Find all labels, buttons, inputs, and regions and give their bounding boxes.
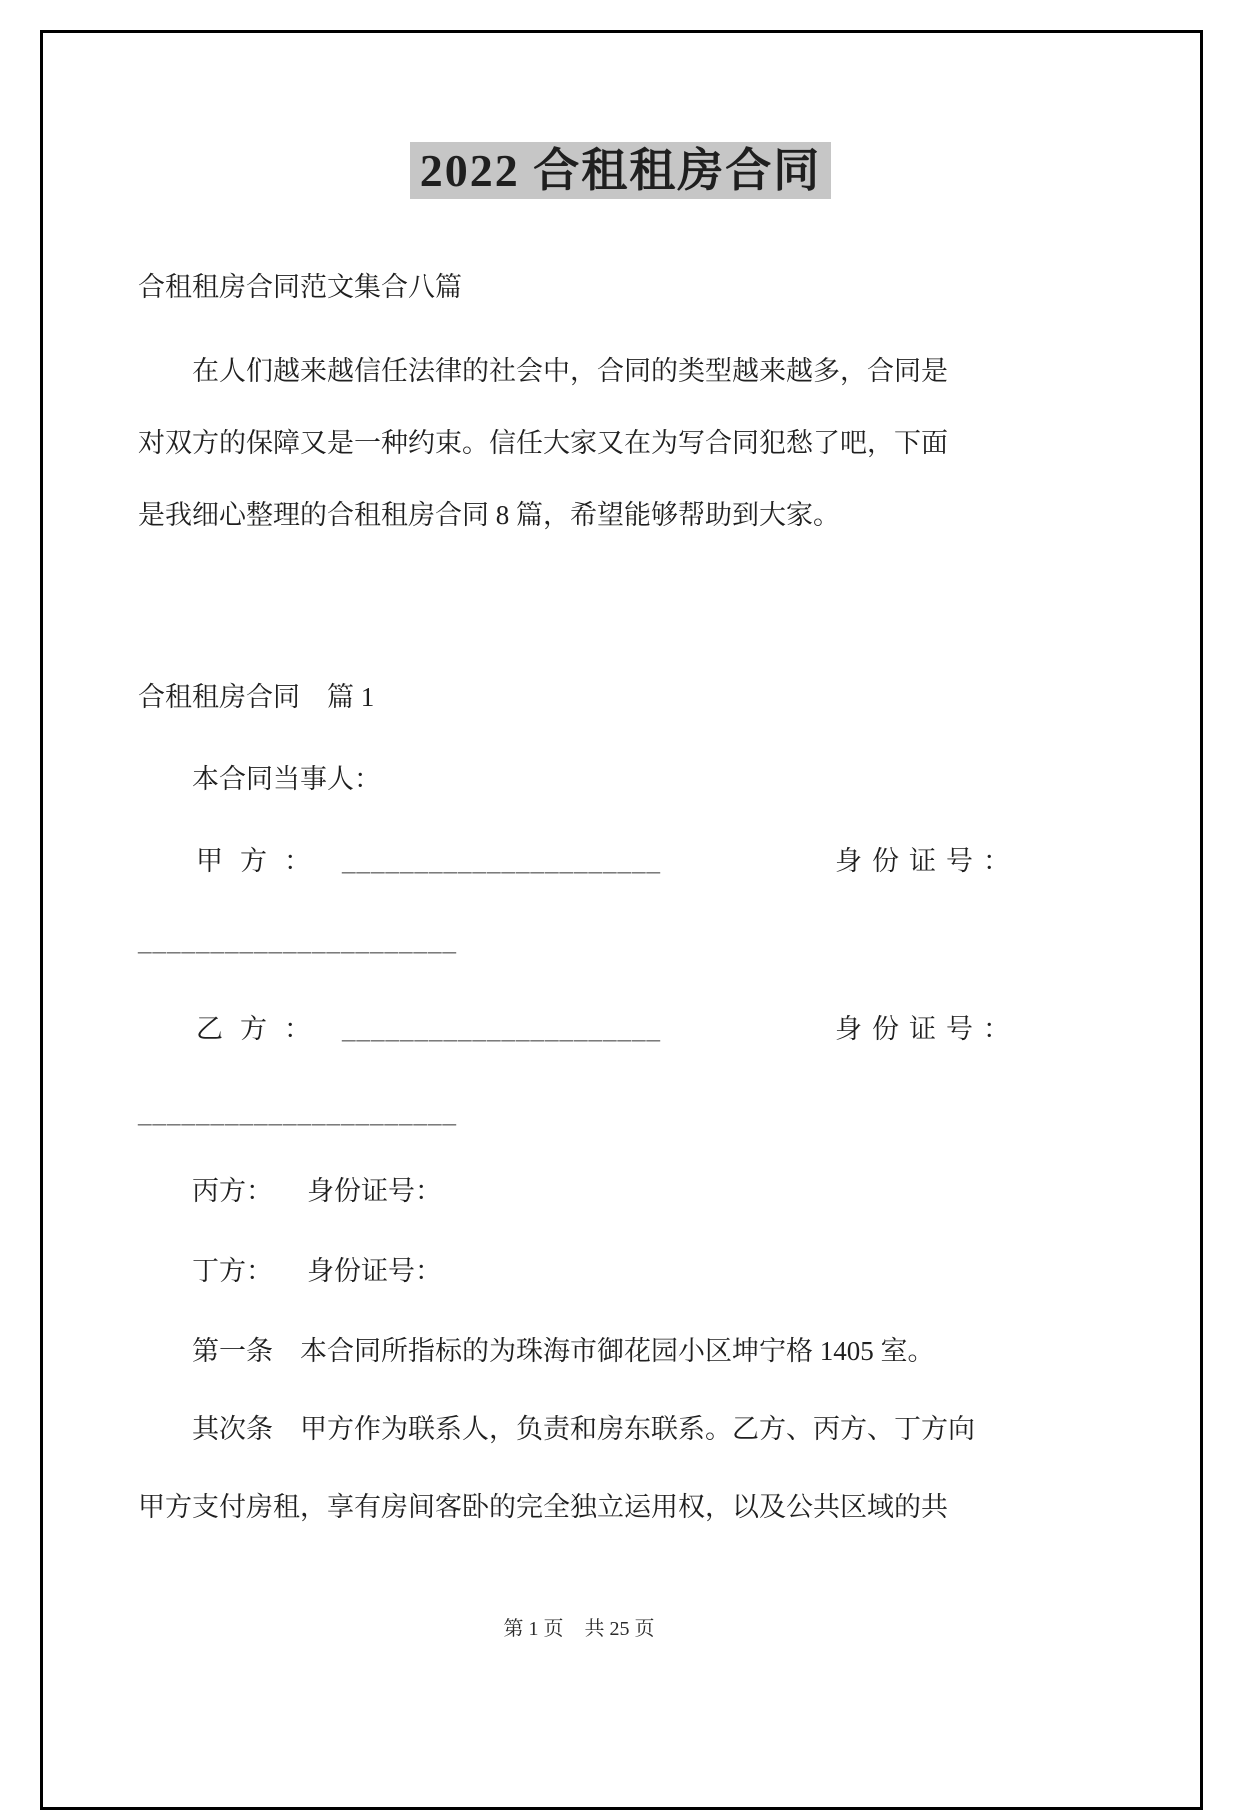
footer-current-page: 第 1 页 [503, 1618, 564, 1640]
party-a-id-blank: ______________________ [138, 926, 457, 956]
party-d-id-label: 身份证号： [307, 1256, 442, 1286]
party-b-id-blank: ______________________ [138, 1098, 457, 1128]
preamble-line-1: 在人们越来越信任法律的社会中，合同的类型越来越多，合同是 [192, 356, 948, 386]
party-a-name-blank: ______________________ [342, 846, 661, 876]
page-footer [138, 1612, 1020, 1641]
party-b-id-label: 身份证号： [835, 1014, 1020, 1044]
party-c-id-label: 身份证号： [307, 1176, 442, 1206]
section-heading: 合租租房合同 篇 1 [138, 682, 375, 712]
intro-paragraph: 合租租房合同范文集合八篇 [138, 272, 462, 302]
footer-total-pages: 共 25 页 [584, 1618, 655, 1640]
party-d-label: 丁方： [192, 1256, 273, 1286]
parties-title: 本合同当事人： [192, 764, 381, 794]
clause-1: 第一条 本合同所指标的为珠海市御花园小区坤宁格 1405 室。 [192, 1336, 935, 1366]
party-b-name-blank: ______________________ [342, 1014, 661, 1044]
clause-2-line-1: 其次条 甲方作为联系人，负责和房东联系。乙方、丙方、丁方向 [192, 1414, 975, 1444]
party-a-row [138, 842, 1020, 881]
party-c-label: 丙方： [192, 1176, 273, 1206]
party-b-row [138, 1010, 1020, 1049]
party-a-id-label: 身份证号： [835, 846, 1020, 876]
clause-2-line-2: 甲方支付房租，享有房间客卧的完全独立运用权，以及公共区域的共 [138, 1492, 948, 1522]
document-title-highlight: 2022 合租租房合同 [410, 142, 832, 199]
party-d-row [138, 1252, 1020, 1291]
document-title [0, 134, 1241, 200]
party-c-row [138, 1172, 1020, 1211]
party-b-label: 乙方： [196, 1014, 328, 1044]
preamble-line-2: 对双方的保障又是一种约束。信任大家又在为写合同犯愁了吧，下面 [138, 428, 948, 458]
party-a-label: 甲方： [196, 846, 328, 876]
preamble-line-3: 是我细心整理的合租租房合同 8 篇，希望能够帮助到大家。 [138, 500, 840, 530]
